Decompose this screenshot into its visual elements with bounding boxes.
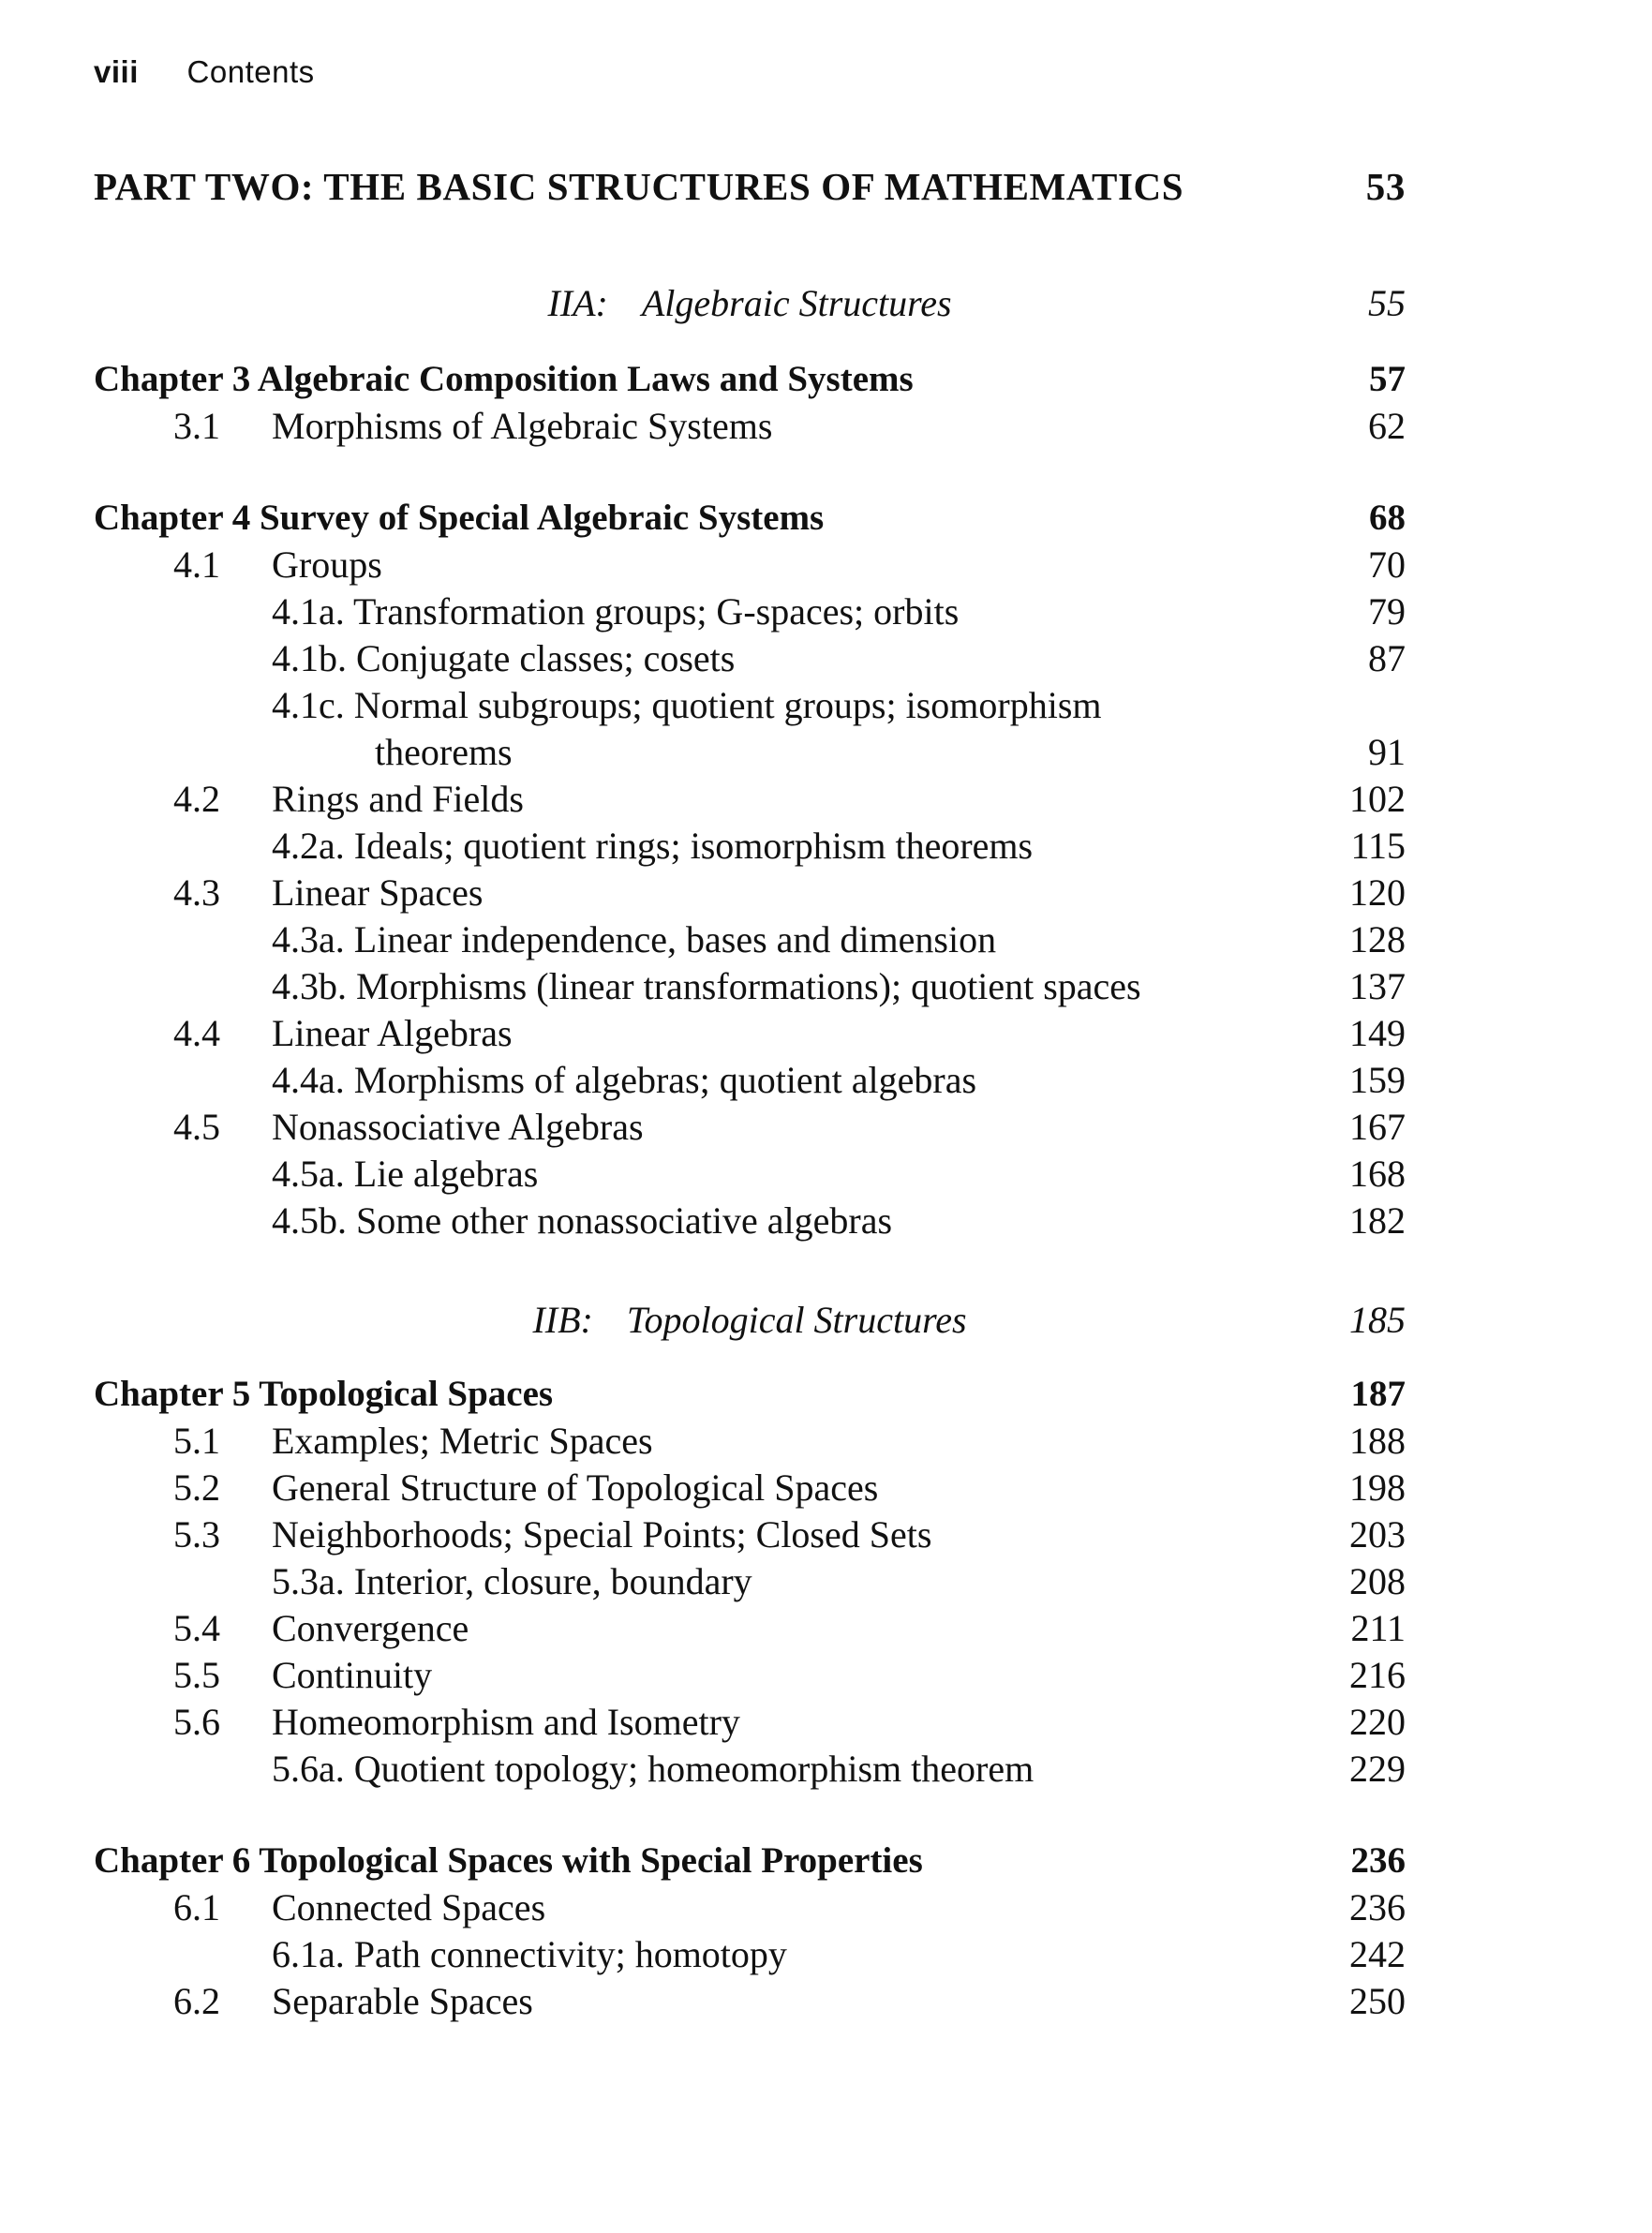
- entry-title: General Structure of Topological Spaces: [272, 1466, 879, 1509]
- toc-entry: [94, 588, 1406, 635]
- entry-page: 198: [1349, 1466, 1406, 1509]
- toc-entry: [94, 1605, 1406, 1652]
- toc-chapters-3-4: [94, 356, 1406, 1244]
- entry-number: 5.2: [173, 1466, 220, 1509]
- entry-title: 5.6a. Quotient topology; homeomorphism theorem: [272, 1748, 1034, 1790]
- toc-entry-continuation: [94, 729, 1406, 776]
- toc-chapters-5-6: [94, 1371, 1406, 2025]
- chapter-6-row: [94, 1838, 1406, 1884]
- toc-entry: [94, 1198, 1406, 1244]
- entry-title: 4.3a. Linear independence, bases and dimension: [272, 918, 997, 960]
- entry-title: Linear Algebras: [272, 1012, 513, 1054]
- chapter-4-title: Chapter 4 Survey of Special Algebraic Systems: [94, 498, 825, 538]
- entry-number: 5.4: [173, 1607, 220, 1649]
- entry-number: 4.4: [173, 1012, 220, 1054]
- entry-page: 242: [1349, 1933, 1406, 1975]
- chapter-3-page: 57: [1369, 359, 1406, 399]
- entry-number: 5.6: [173, 1701, 220, 1743]
- toc-entry: [94, 1558, 1406, 1605]
- entry-page: 236: [1349, 1886, 1406, 1928]
- entry-title: 4.1b. Conjugate classes; cosets: [272, 637, 736, 679]
- entry-page: 220: [1349, 1701, 1406, 1743]
- entry-title: 5.3a. Interior, closure, boundary: [272, 1560, 752, 1602]
- chapter-6-title: Chapter 6 Topological Spaces with Special Properties: [94, 1840, 923, 1881]
- entry-title: Separable Spaces: [272, 1980, 533, 2022]
- chapter-4-row: [94, 495, 1406, 542]
- section-a-label: IIA:: [547, 282, 608, 324]
- entry-title: Convergence: [272, 1607, 469, 1649]
- section-a-title: Algebraic Structures: [641, 282, 952, 324]
- entry-title: 4.2a. Ideals; quotient rings; isomorphism theorems: [272, 825, 1034, 867]
- entry-number: 5.3: [173, 1513, 220, 1556]
- entry-title: 4.1c. Normal subgroups; quotient groups; isomorphism: [272, 684, 1102, 726]
- entry-title: Nonassociative Algebras: [272, 1106, 644, 1148]
- entry-page: 149: [1349, 1012, 1406, 1054]
- entry-title: 4.3b. Morphisms (linear transformations); quotient spaces: [272, 965, 1141, 1007]
- entry-page: 250: [1349, 1980, 1406, 2022]
- entry-page: 211: [1350, 1607, 1406, 1649]
- toc-entry: [94, 1931, 1406, 1978]
- section-b-title: Topological Structures: [626, 1299, 967, 1341]
- entry-number: 6.1: [173, 1886, 220, 1928]
- entry-number: 4.3: [173, 871, 220, 914]
- toc-entry: [94, 776, 1406, 823]
- header-page-number: viii: [94, 54, 139, 89]
- entry-page: 208: [1349, 1560, 1406, 1602]
- entry-title: Continuity: [272, 1654, 433, 1696]
- toc-entry: [94, 403, 1406, 450]
- toc-entry: [94, 916, 1406, 963]
- entry-title: 4.1a. Transformation groups; G-spaces; orbits: [272, 590, 960, 633]
- entry-title: Rings and Fields: [272, 778, 524, 820]
- entry-number: 4.2: [173, 778, 220, 820]
- entry-title: 4.5b. Some other nonassociative algebras: [272, 1199, 893, 1242]
- entry-page: 188: [1349, 1420, 1406, 1462]
- entry-page: 87: [1368, 637, 1406, 679]
- chapter-6-page: 236: [1350, 1840, 1406, 1881]
- running-header: [94, 54, 315, 90]
- toc-entry: [94, 1057, 1406, 1104]
- entry-page: 216: [1349, 1654, 1406, 1696]
- entry-page: 79: [1368, 590, 1406, 633]
- entry-title: Linear Spaces: [272, 871, 484, 914]
- entry-number: 5.5: [173, 1654, 220, 1696]
- toc-entry: [94, 870, 1406, 916]
- entry-page: 62: [1368, 405, 1406, 447]
- entry-number: 5.1: [173, 1420, 220, 1462]
- chapter-5-title: Chapter 5 Topological Spaces: [94, 1374, 554, 1414]
- entry-number: 3.1: [173, 405, 220, 447]
- toc-entry: [94, 1151, 1406, 1198]
- toc-entry: [94, 963, 1406, 1010]
- entry-page: 102: [1349, 778, 1406, 820]
- section-a-page: 55: [1368, 282, 1406, 324]
- entry-page: 91: [1368, 731, 1406, 773]
- toc-entry: [94, 682, 1406, 729]
- entry-title: Examples; Metric Spaces: [272, 1420, 653, 1462]
- toc-entry: [94, 1418, 1406, 1465]
- entry-number: 6.2: [173, 1980, 220, 2022]
- chapter-4-page: 68: [1369, 498, 1406, 538]
- section-b-label: IIB:: [532, 1299, 593, 1341]
- toc-entry: [94, 823, 1406, 870]
- toc-entry: [94, 1010, 1406, 1057]
- toc-entry: [94, 1978, 1406, 2025]
- toc-entry: [94, 1699, 1406, 1746]
- entry-page: 168: [1349, 1153, 1406, 1195]
- entry-page: 229: [1349, 1748, 1406, 1790]
- chapter-3-title: Chapter 3 Algebraic Composition Laws and Systems: [94, 359, 914, 399]
- toc-entry: [94, 1104, 1406, 1151]
- entry-page: 115: [1350, 825, 1406, 867]
- entry-page: 182: [1349, 1199, 1406, 1242]
- entry-page: 203: [1349, 1513, 1406, 1556]
- toc-entry: [94, 1511, 1406, 1558]
- part-title: PART TWO: THE BASIC STRUCTURES OF MATHEMATICS: [94, 165, 1184, 208]
- header-title: Contents: [186, 54, 315, 89]
- entry-page: 128: [1349, 918, 1406, 960]
- entry-title: Homeomorphism and Isometry: [272, 1701, 740, 1743]
- toc-entry: [94, 1465, 1406, 1511]
- toc-entry: [94, 1884, 1406, 1931]
- toc-entry: [94, 1652, 1406, 1699]
- entry-page: 167: [1349, 1106, 1406, 1148]
- toc-entry: [94, 635, 1406, 682]
- toc-entry: [94, 542, 1406, 588]
- part-heading: [94, 164, 1406, 209]
- entry-title: Groups: [272, 543, 382, 586]
- entry-title: theorems: [375, 731, 513, 773]
- section-b-page: 185: [1349, 1299, 1406, 1341]
- chapter-5-page: 187: [1350, 1374, 1406, 1414]
- entry-page: 120: [1349, 871, 1406, 914]
- entry-title: 4.4a. Morphisms of algebras; quotient algebras: [272, 1059, 977, 1101]
- part-page: 53: [1365, 165, 1406, 208]
- toc-entry: [94, 1746, 1406, 1793]
- entry-title: 6.1a. Path connectivity; homotopy: [272, 1933, 787, 1975]
- entry-number: 4.5: [173, 1106, 220, 1148]
- entry-title: Neighborhoods; Special Points; Closed Sets: [272, 1513, 932, 1556]
- entry-number: 4.1: [173, 543, 220, 586]
- entry-page: 137: [1349, 965, 1406, 1007]
- entry-title: Morphisms of Algebraic Systems: [272, 405, 773, 447]
- entry-title: 4.5a. Lie algebras: [272, 1153, 539, 1195]
- entry-title: Connected Spaces: [272, 1886, 546, 1928]
- chapter-5-row: [94, 1371, 1406, 1418]
- entry-page: 70: [1368, 543, 1406, 586]
- entry-page: 159: [1349, 1059, 1406, 1101]
- chapter-3-row: [94, 356, 1406, 403]
